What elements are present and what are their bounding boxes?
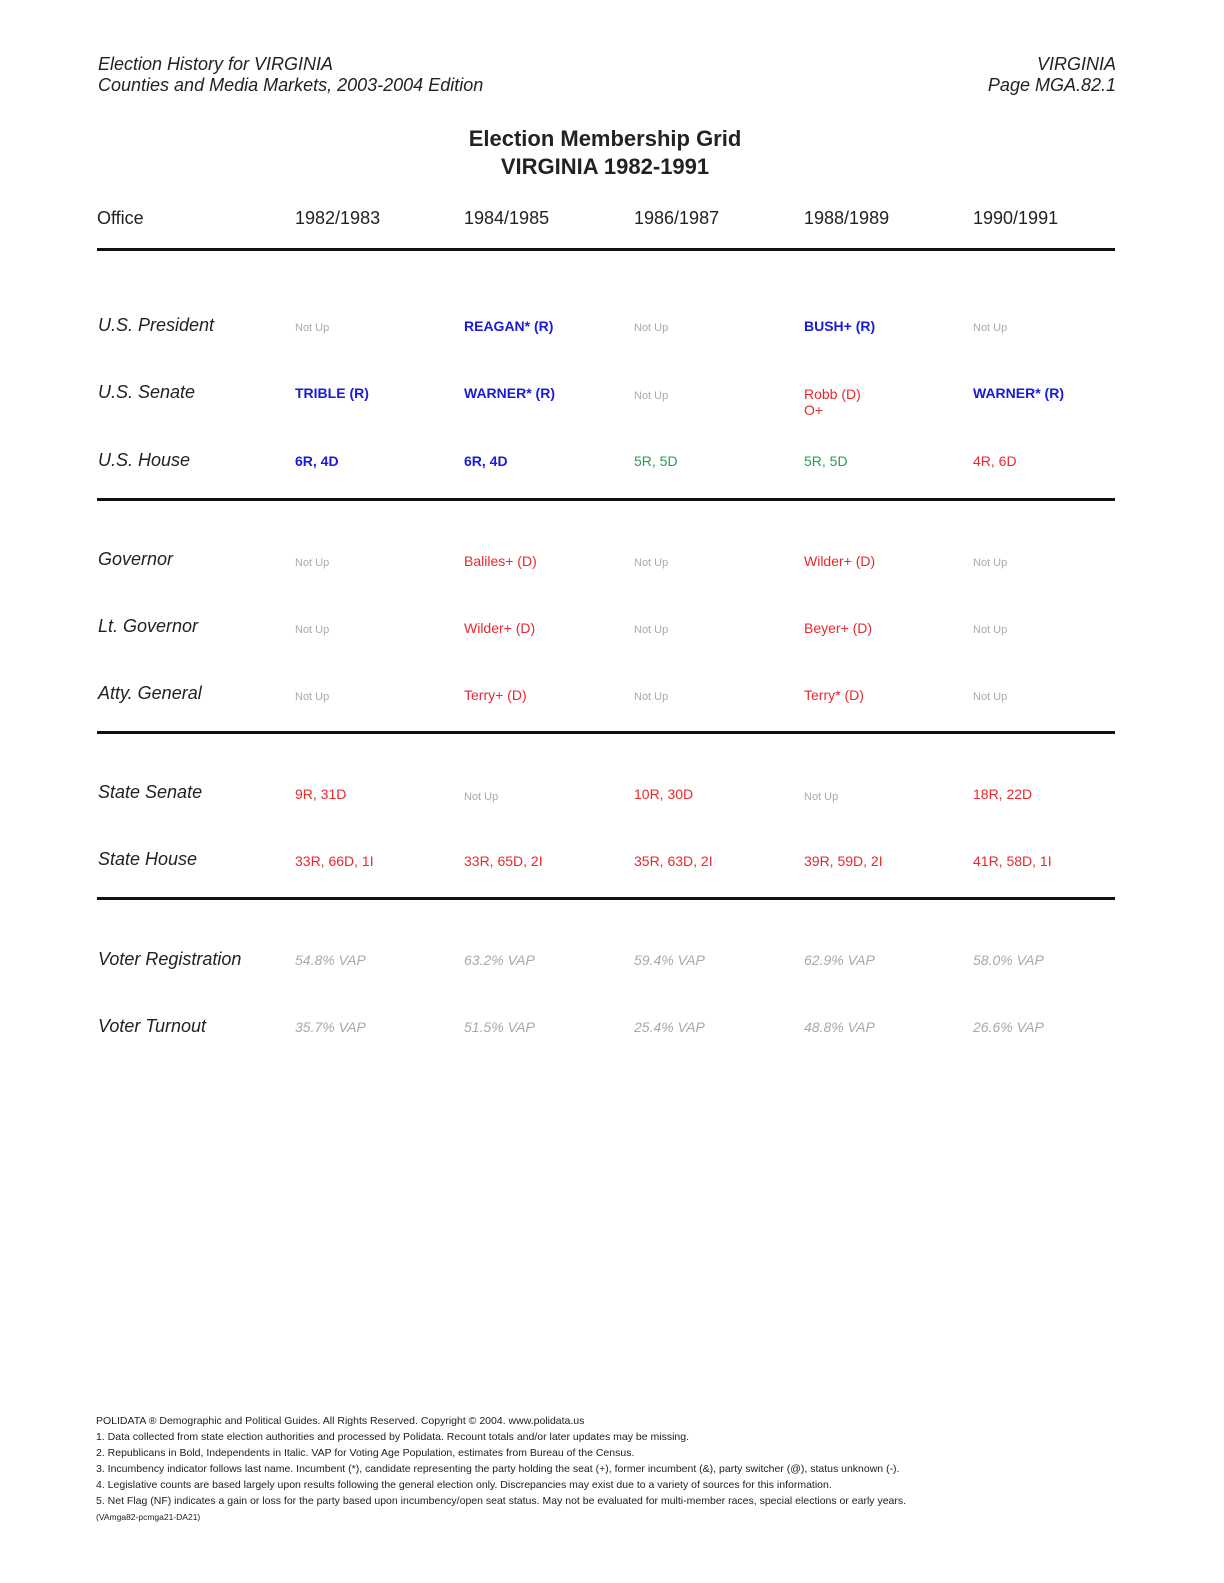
federal-section-divider (97, 498, 1115, 501)
cell-state-house-1984: 33R, 65D, 2I (464, 853, 543, 869)
cell-president-1986: Not Up (634, 322, 669, 334)
cell-president-1982: Not Up (295, 322, 330, 334)
cell-lt-governor-1986: Not Up (634, 624, 669, 636)
cell-atty-general-1988: Terry* (D) (804, 687, 864, 703)
footer-note-1: 1. Data collected from state election authorities and processed by Polidata. Recount totals and/or later updates may be missing. (96, 1431, 689, 1443)
cell-president-1990: Not Up (973, 322, 1008, 334)
cell-house-1982: 6R, 4D (295, 453, 339, 469)
cell-state-senate-1988: Not Up (804, 791, 839, 803)
header-title: Election History for VIRGINIA (98, 54, 334, 74)
cell-senate-1984: WARNER* (R) (464, 385, 555, 401)
cell-registration-1988: 62.9% VAP (804, 952, 875, 968)
cell-registration-1984: 63.2% VAP (464, 952, 535, 968)
cell-turnout-1988: 48.8% VAP (804, 1019, 875, 1035)
cell-state-house-1982: 33R, 66D, 1I (295, 853, 374, 869)
cell-lt-governor-1990: Not Up (973, 624, 1008, 636)
cell-president-1988: BUSH+ (R) (804, 318, 876, 334)
footer-copyright: POLIDATA ® Demographic and Political Guides. All Rights Reserved. Copyright © 2004. www.polidata.us (96, 1415, 585, 1427)
column-header-1990-1991: 1990/1991 (973, 208, 1059, 228)
cell-atty-general-1990: Not Up (973, 691, 1008, 703)
column-header-office: Office (97, 208, 144, 228)
cell-turnout-1990: 26.6% VAP (973, 1019, 1044, 1035)
cell-atty-general-1986: Not Up (634, 691, 669, 703)
footer-note-3: 3. Incumbency indicator follows last name. Incumbent (*), candidate representing the party holding the seat (+), former incumbent (&), party switcher (@), status unknown (-). (96, 1463, 900, 1475)
row-label-voter-turnout: Voter Turnout (98, 1016, 207, 1036)
cell-lt-governor-1988: Beyer+ (D) (804, 620, 873, 636)
cell-lt-governor-1982: Not Up (295, 624, 330, 636)
cell-state-senate-1990: 18R, 22D (973, 786, 1033, 802)
cell-governor-1984: Baliles+ (D) (464, 553, 537, 569)
header-subtitle: Counties and Media Markets, 2003-2004 Edition (98, 75, 484, 95)
cell-state-house-1988: 39R, 59D, 2I (804, 853, 883, 869)
page-title (0, 125, 1210, 181)
document-header-right (988, 54, 1116, 96)
column-header-1988-1989: 1988/1989 (804, 208, 890, 228)
row-label-state-house: State House (98, 849, 198, 869)
cell-atty-general-1984: Terry+ (D) (464, 687, 527, 703)
cell-turnout-1982: 35.7% VAP (295, 1019, 366, 1035)
row-label-us-president: U.S. President (98, 315, 215, 335)
cell-senate-1986: Not Up (634, 390, 669, 402)
cell-senate-1988-note: O+ (804, 402, 824, 418)
cell-state-house-1986: 35R, 63D, 2I (634, 853, 713, 869)
document-header-left (98, 54, 483, 96)
cell-house-1984: 6R, 4D (464, 453, 508, 469)
footer-file-code: (VAmga82-pcmga21-DA21) (96, 1512, 201, 1522)
footer-note-2: 2. Republicans in Bold, Independents in Italic. VAP for Voting Age Population, estimates from Bureau of the Census. (96, 1447, 635, 1459)
row-label-us-house: U.S. House (98, 450, 191, 470)
cell-senate-1988-name: Robb (D) (804, 386, 861, 402)
cell-state-senate-1986: 10R, 30D (634, 786, 694, 802)
cell-governor-1986: Not Up (634, 557, 669, 569)
cell-house-1986: 5R, 5D (634, 453, 678, 469)
cell-governor-1988: Wilder+ (D) (804, 553, 876, 569)
cell-lt-governor-1984: Wilder+ (D) (464, 620, 536, 636)
title-line1: Election Membership Grid (468, 126, 742, 151)
row-label-governor: Governor (98, 549, 174, 569)
cell-president-1984: REAGAN* (R) (464, 318, 554, 334)
cell-senate-1990: WARNER* (R) (973, 385, 1064, 401)
cell-atty-general-1982: Not Up (295, 691, 330, 703)
title-line2: VIRGINIA 1982-1991 (500, 154, 710, 179)
cell-state-house-1990: 41R, 58D, 1I (973, 853, 1052, 869)
column-header-1986-1987: 1986/1987 (634, 208, 720, 228)
cell-senate-1988 (804, 386, 861, 418)
header-page-number: Page MGA.82.1 (987, 75, 1116, 95)
row-label-atty-general: Atty. General (98, 683, 202, 703)
legislature-section-divider (97, 897, 1115, 900)
column-header-1982-1983: 1982/1983 (295, 208, 381, 228)
footer-notes (96, 1413, 906, 1525)
cell-senate-1982: TRIBLE (R) (295, 385, 369, 401)
cell-registration-1986: 59.4% VAP (634, 952, 705, 968)
cell-house-1988: 5R, 5D (804, 453, 848, 469)
header-state: VIRGINIA (1036, 54, 1116, 74)
cell-state-senate-1984: Not Up (464, 791, 499, 803)
row-label-us-senate: U.S. Senate (98, 382, 196, 402)
cell-registration-1982: 54.8% VAP (295, 952, 366, 968)
footer-note-4: 4. Legislative counts are based largely upon results following the general election only. Discrepancies may exist due to a variety of sources for this information. (96, 1479, 832, 1491)
cell-turnout-1986: 25.4% VAP (634, 1019, 705, 1035)
row-label-state-senate: State Senate (98, 782, 203, 802)
header-divider (97, 248, 1115, 251)
cell-state-senate-1982: 9R, 31D (295, 786, 347, 802)
cell-house-1990: 4R, 6D (973, 453, 1017, 469)
statewide-section-divider (97, 731, 1115, 734)
footer-note-5: 5. Net Flag (NF) indicates a gain or loss for the party based upon incumbency/open seat status. May not be evaluated for multi-member races, special elections or early years. (96, 1495, 907, 1507)
cell-registration-1990: 58.0% VAP (973, 952, 1044, 968)
row-label-lt-governor: Lt. Governor (98, 616, 199, 636)
cell-governor-1982: Not Up (295, 557, 330, 569)
cell-turnout-1984: 51.5% VAP (464, 1019, 535, 1035)
cell-governor-1990: Not Up (973, 557, 1008, 569)
row-label-voter-registration: Voter Registration (98, 949, 242, 969)
column-header-1984-1985: 1984/1985 (464, 208, 550, 228)
